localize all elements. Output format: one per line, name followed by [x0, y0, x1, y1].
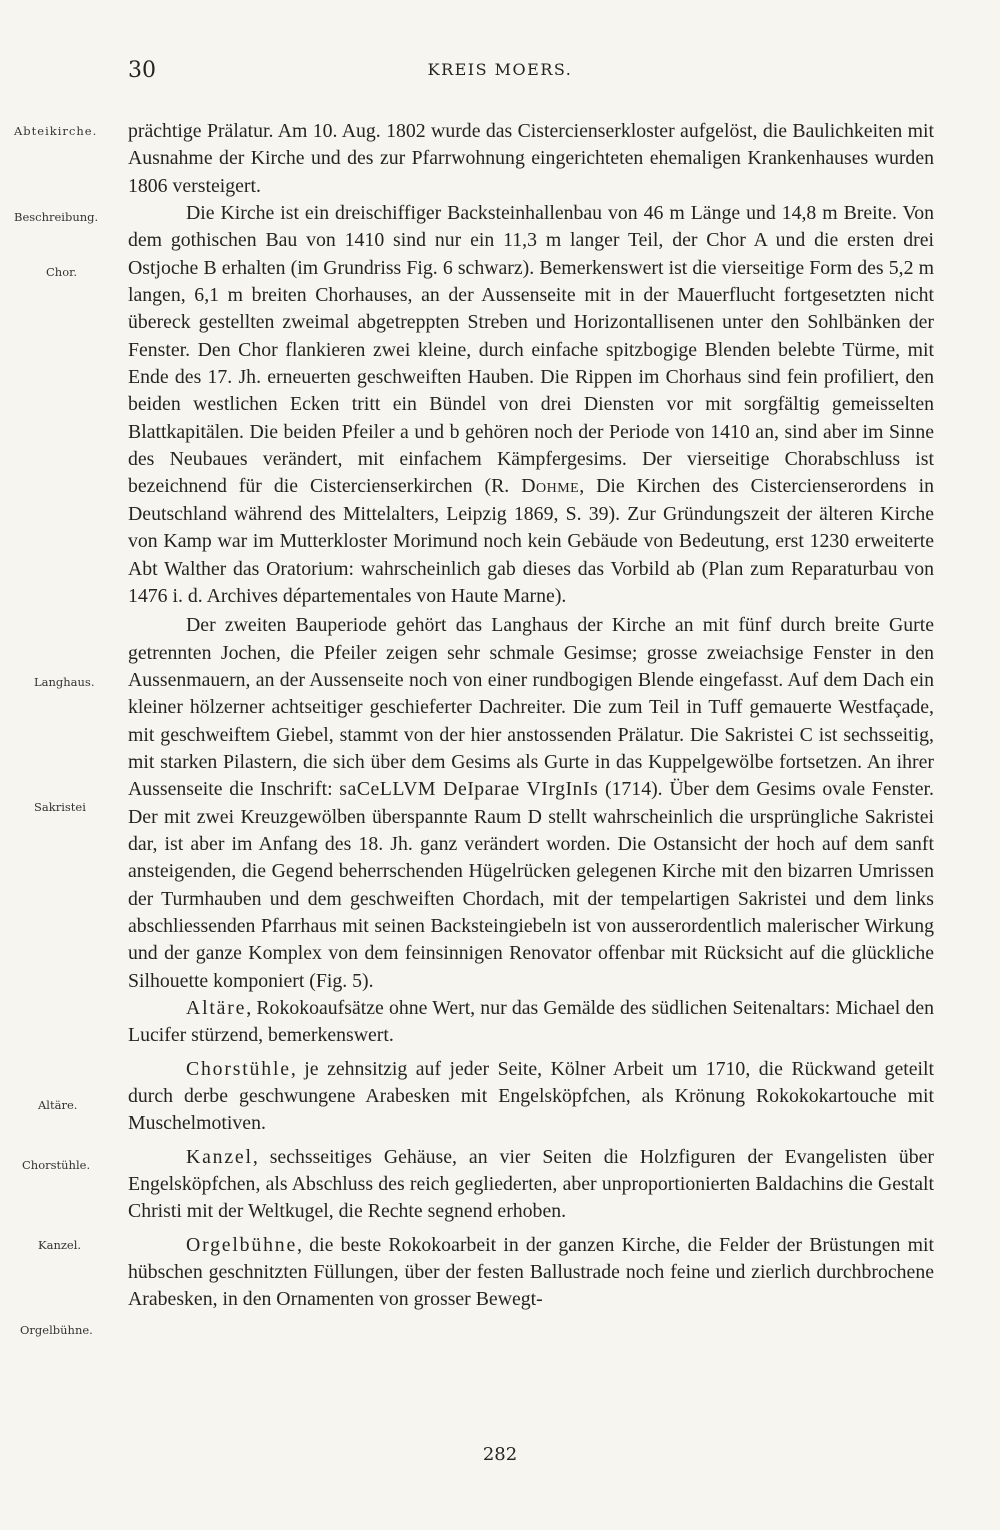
paragraph-chorstuehle	[128, 1056, 934, 1138]
term-kanzel: Kanzel	[186, 1145, 253, 1168]
paragraph-3-text: Der zweiten Bauperiode gehört das Langhaus der Kirche an mit fünf durch breite Gurte getrennten Jochen, die Pfeiler zeigen sehr schmale Gesimse; grosse zweiachsige Fenster in den Aussenmauern, an der Aussenseite noch von einer rundbogigen Blende eingefasst. Auf dem Dach ein kleiner hölzerner achtseitiger geschieferter Dachreiter. Die zum Teil in Tuff gemauerte Westfaçade, mit geschweiftem Giebel, stammt von der hier anstossenden Prälatur. Die Sakristei C ist sechsseitig, mit starken Pilastern, die sich über dem Gesims als Gurte in das Kuppelgewölbe fortsetzen. An ihrer Aussenseite die Inschrift:	[128, 614, 934, 801]
sidenote-orgelbuehne: Orgelbühne.	[20, 1323, 93, 1337]
paragraph-2	[128, 200, 934, 610]
author-name: Dohme	[521, 475, 580, 498]
paragraph-1: prächtige Prälatur. Am 10. Aug. 1802 wurde das Cistercienserkloster aufgelöst, die Baulichkeiten mit Ausnahme der Kirche und des zur Pfarrwohnung eingerichteten ehemaligen Krankenhauses wurden 1806 versteigert.	[128, 120, 934, 197]
sidenote-langhaus: Langhaus.	[34, 675, 95, 689]
term-chorstuehle: Chorstühle	[186, 1057, 291, 1080]
paragraph-kanzel	[128, 1144, 934, 1226]
sidenote-kanzel: Kanzel.	[38, 1238, 82, 1252]
sidenote-chorstuehle: Chorstühle.	[22, 1158, 91, 1172]
inscription: saCeLLVM DeIparae VIrgInIs	[339, 778, 599, 801]
sidenote-abteikirche: Abteikirche.	[14, 124, 98, 138]
term-orgelbuehne: Orgelbühne	[186, 1233, 298, 1256]
body-text	[128, 118, 934, 1314]
paragraph-kanzel-text: , sechsseitiges Gehäuse, an vier Seiten die Holzfiguren der Evangelisten über Engelsköpfchen, als Abschluss des reich gegliederten, aber unproportionierten Baldachins die Gestalt Christi mit der Weltkugel, die Rechte segnend erhoben.	[128, 1145, 934, 1223]
footer-number: 282	[482, 1444, 518, 1465]
paragraph-3-rest: (1714). Über dem Gesims ovale Fenster. Der mit zwei Kreuzgewölben überspannte Raum D stellt wahrscheinlich die ursprüngliche Sakristei dar, ist aber im Anfang des 18. Jh. ganz verändert worden. Die Ostansicht der hoch auf dem sanft ansteigenden, die Gegend beherrschenden Hügelrücken gelegenen Kirche mit den bizarren Umrissen der Turmhauben und dem geschweiften Chordach, mit der tempelartigen Sakristei und dem links abschliessenden Pfarrhaus mit seinen Backsteingiebeln ist von ausserordentlich malerischer Wirkung und der ganze Komplex von dem feinsinnigen Renovator offenbar mit Rücksicht auf die glückliche Silhouette komponiert (Fig. 5).	[128, 778, 934, 992]
sidenote-chor: Chor.	[46, 265, 78, 279]
paragraph-3	[128, 612, 934, 995]
paragraph-chorstuehle-text: , je zehnsitzig auf jeder Seite, Kölner Arbeit um 1710, die Rückwand geteilt durch derbe geschwungene Arabesken mit Engelsköpfchen, als Krönung Rokokokartouche mit Muschelmotiven.	[128, 1057, 934, 1135]
paragraph-altaere	[128, 995, 934, 1050]
paragraph-orgelbuehne-text: , die beste Rokokoarbeit in der ganzen Kirche, die Felder der Brüstungen mit hübschen geschnitzten Füllungen, über der festen Ballustrade noch feine und zierlich durchbrochene Arabesken, in den Ornamenten von grosser Bewegt-	[128, 1233, 934, 1311]
sidenote-beschreibung: Beschreibung.	[14, 210, 99, 224]
term-altaere: Altäre	[186, 997, 247, 1019]
running-head: KREIS MOERS.	[427, 60, 573, 79]
sidenote-sakristei: Sakristei	[34, 800, 86, 814]
paragraph-orgelbuehne	[128, 1232, 934, 1314]
paragraph-2-text: Die Kirche ist ein dreischiffiger Backsteinhallenbau von 46 m Länge und 14,8 m Breite. Von dem gothischen Bau von 1410 sind nur ein 11,3 m langer Teil, der Chor A und die ersten drei Ostjoche B erhalten (im Grundriss Fig. 6 schwarz). Bemerkenswert ist die vierseitige Form des 5,2 m langen, 6,1 m breiten Chorhauses, an der Aussenseite mit in der Mauerflucht fortgesetzten nicht übereck gestellten zweimal abgetreppten Streben und Horizontallisenen unter den Sohlbänken der Fenster. Den Chor flankieren zwei kleine, durch einfache spitzbogige Blenden belebte Türme, mit Ende des 17. Jh. erneuerten geschweiften Hauben. Die Rippen im Chorhaus sind fein profiliert, den beiden westlichen Ecken tritt ein Bündel von drei Diensten vor mit sorgfältig gemeisselten Blattkapitälen. Die beiden Pfeiler a und b gehören noch der Periode von 1410 an, sind aber im Sinne des Neubaues verändert, mit einfachem Kämpfergesims. Der vierseitige Chorabschluss ist bezeichnend für die Cistercienserkirchen (R.	[128, 202, 934, 498]
sidenote-altaere: Altäre.	[38, 1098, 78, 1112]
page-number: 30	[128, 58, 156, 83]
paragraph-altaere-text: , Rokokoaufsätze ohne Wert, nur das Gemälde des südlichen Seitenaltars: Michael den Lucifer stürzend, bemerkenswert.	[128, 997, 934, 1047]
paragraph-2-rest: , Die Kirchen des Cistercienserordens in Deutschland während des Mittelalters, Leipzig 1869, S. 39). Zur Gründungszeit der älteren Kirche von Kamp war im Mutterkloster Morimund noch kein Gebäude von Bedeutung, erst 1230 erweiterte Abt Walther das Oratorium: wahrscheinlich gab dieses das Vorbild ab (Plan zum Reparaturbau von 1476 i. d. Archives départementales von Haute Marne).	[128, 475, 934, 607]
